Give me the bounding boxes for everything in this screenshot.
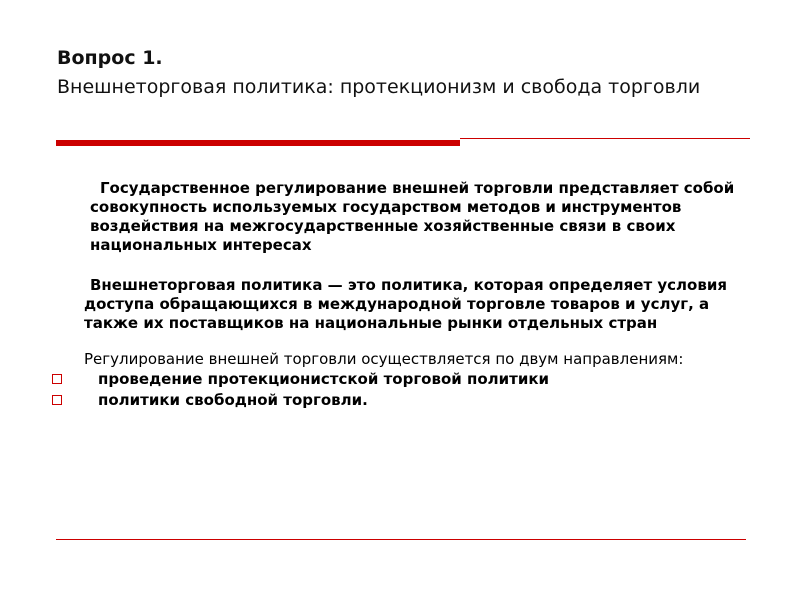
title-question-number: Вопрос 1. <box>57 47 163 69</box>
title-topic: Внешнеторговая политика: протекционизм и свобода торговли <box>57 76 701 98</box>
list-item <box>50 369 750 390</box>
slide-body <box>50 179 750 411</box>
list-item-text: политики свободной торговли. <box>98 391 368 409</box>
title-divider-thick <box>56 140 460 146</box>
slide-title <box>57 44 757 102</box>
square-bullet-icon <box>52 395 62 405</box>
paragraph-directions-wrap <box>50 350 750 369</box>
square-bullet-icon <box>52 374 62 384</box>
paragraph-definition-regulation-wrap <box>50 179 750 255</box>
title-divider <box>56 138 750 146</box>
paragraph-definition-policy-wrap <box>50 276 750 333</box>
list-item-text: проведение протекционистской торговой политики <box>98 370 550 388</box>
paragraph-definition-regulation: Государственное регулирование внешней торговли представляет собой совокупность используемых государством методов и инструментов воздействия на межгосударственные хозяйственные связи в своих национальных интересах <box>90 179 735 254</box>
paragraph-directions: Регулирование внешней торговли осуществляется по двум направлениям: <box>84 350 684 368</box>
directions-list <box>50 369 750 411</box>
list-item <box>50 390 750 411</box>
footer-divider <box>56 539 746 540</box>
title-divider-thin <box>460 138 750 139</box>
paragraph-definition-policy: Внешнеторговая политика — это политика, которая определяет условия доступа обращающихся в международной торговле товаров и услуг, а также их поставщиков на национальные рынки отдельных стран <box>84 276 727 332</box>
